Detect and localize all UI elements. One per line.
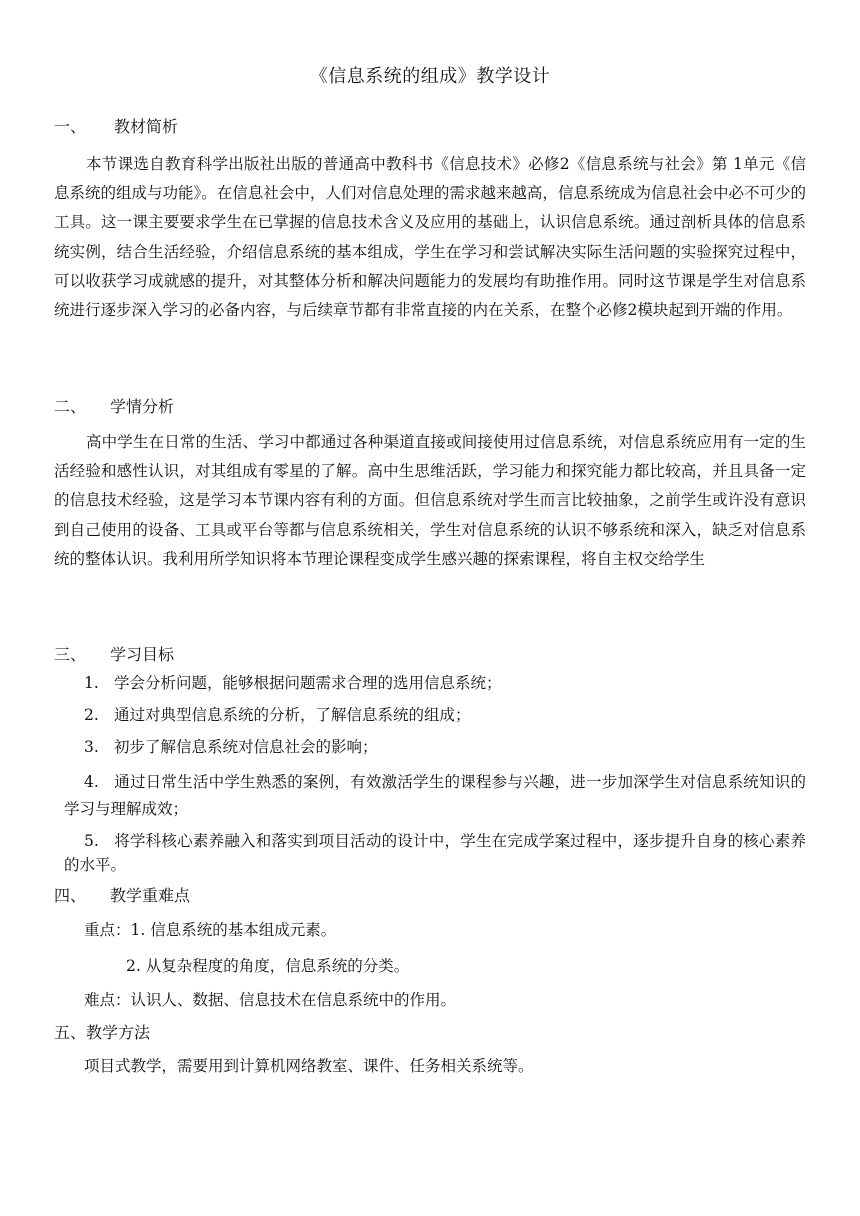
key-point-2: 2. 从复杂程度的角度，信息系统的分类。 bbox=[126, 957, 410, 975]
section-title: 教学方法 bbox=[86, 1023, 151, 1042]
objective-number: 3. bbox=[84, 738, 99, 756]
objective-item bbox=[64, 670, 806, 697]
key-point-1: 1. 信息系统的基本组成元素。 bbox=[130, 921, 337, 939]
objective-item bbox=[64, 702, 806, 729]
document-title: 《信息系统的组成》教学设计 bbox=[309, 66, 551, 87]
objective-item bbox=[64, 829, 806, 877]
section-paragraph-2: 高中学生在日常的生活、学习中都通过各种渠道直接或间接使用过信息系统，对信息系统应用有一定的生活经验和感性认识，对其组成有零星的了解。高中生思维活跃，学习能力和探究能力都比较高，并且具备一定的信息技术经验，这是学习本节课内容有利的方面。但信息系统对学生而言比较抽象，之前学生或许没有意识到自己使用的设备、工具或平台等都与信息系统相关，学生对信息系统的认识不够系统和深入，缺乏对信息系统的整体认识。我利用所学知识将本节理论课程变成学生感兴趣的探索课程，将自主权交给学生 bbox=[54, 433, 806, 568]
key-point-line-1 bbox=[84, 918, 336, 940]
section-heading-2 bbox=[54, 394, 174, 417]
objective-item bbox=[64, 769, 806, 823]
key-point-label: 重点： bbox=[84, 921, 131, 939]
objective-text: 学会分析问题，能够根据问题需求合理的选用信息系统； bbox=[114, 674, 502, 692]
objective-text: 将学科核心素养融入和落实到项目活动的设计中，学生在完成学案过程中，逐步提升自身的核心素养的水平。 bbox=[64, 832, 806, 874]
objective-number: 2. bbox=[84, 706, 99, 724]
section-title: 教材简析 bbox=[114, 117, 179, 136]
section-heading-5 bbox=[54, 1020, 150, 1043]
objective-text: 初步了解信息系统对信息社会的影响； bbox=[114, 738, 378, 756]
objective-item bbox=[64, 734, 806, 761]
section-title: 学情分析 bbox=[110, 397, 175, 416]
section-number: 一、 bbox=[54, 117, 87, 136]
section-heading-4 bbox=[54, 883, 190, 906]
difficulty-point: 难点：认识人、数据、信息技术在信息系统中的作用。 bbox=[84, 991, 457, 1009]
section-number: 四、 bbox=[54, 886, 87, 905]
section-title: 学习目标 bbox=[110, 645, 175, 664]
objective-text: 通过对典型信息系统的分析，了解信息系统的组成； bbox=[114, 706, 471, 724]
section-paragraph-1: 本节课选自教育科学出版社出版的普通高中教科书《信息技术》必修2《信息系统与社会》第 1单元《信息系统的组成与功能》。在信息社会中，人们对信息处理的需求越来越高，信息系统成为信息社会中必不可少的工具。这一课主要要求学生在已掌握的信息技术含义及应用的基础上，认识信息系统。通过剖析具体的信息系统实例，结合生活经验，介绍信息系统的基本组成，学生在学习和尝试解决实际生活问题的实验探究过程中，可以收获学习成就感的提升，对其整体分析和解决问题能力的发展均有助推作用。同时这节课是学生对信息系统进行逐步深入学习的必备内容，与后续章节都有非常直接的内在关系，在整个必修2模块起到开端的作用。 bbox=[54, 155, 806, 320]
section-title: 教学重难点 bbox=[110, 886, 191, 905]
section-number: 五、 bbox=[54, 1023, 87, 1042]
objective-number: 1. bbox=[84, 674, 99, 692]
section-number: 二、 bbox=[54, 397, 87, 416]
objective-text: 通过日常生活中学生熟悉的案例，有效激活学生的课程参与兴趣，进一步加深学生对信息系统知识的学习与理解成效； bbox=[64, 773, 806, 818]
section-heading-1 bbox=[54, 114, 178, 137]
teaching-method-text: 项目式教学，需要用到计算机网络教室、课件、任务相关系统等。 bbox=[84, 1057, 534, 1075]
objective-number: 4. bbox=[84, 773, 99, 791]
objective-number: 5. bbox=[84, 832, 99, 850]
section-heading-3 bbox=[54, 642, 174, 665]
section-number: 三、 bbox=[54, 645, 87, 664]
